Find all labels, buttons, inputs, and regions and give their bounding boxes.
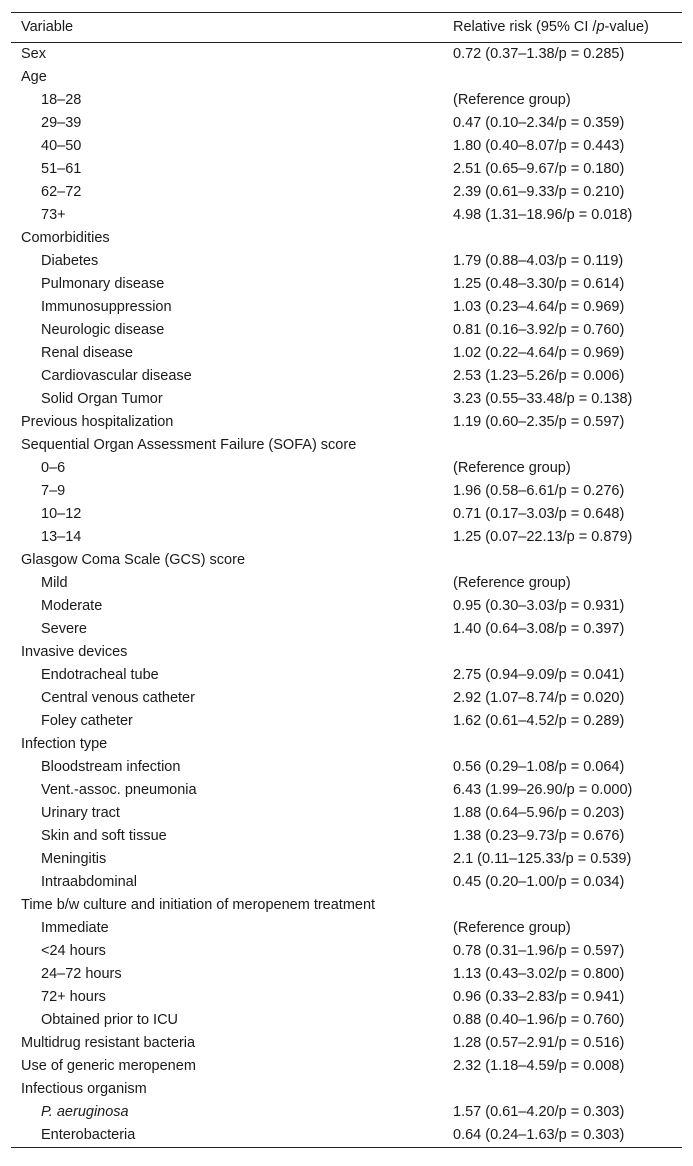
- header-variable: Variable: [11, 13, 453, 43]
- row-relative-risk-value: 2.75 (0.94–9.09/p = 0.041): [453, 667, 625, 683]
- row-relative-risk-value: 3.23 (0.55–33.48/p = 0.138): [453, 391, 633, 407]
- table-row: [11, 480, 682, 503]
- row-variable-label: Mild: [41, 575, 68, 591]
- table-row: [11, 365, 682, 388]
- header-relative-risk: [453, 13, 682, 43]
- table-row: [11, 457, 682, 480]
- row-variable-label: Infectious organism: [21, 1081, 147, 1097]
- row-variable-label: Neurologic disease: [41, 322, 165, 338]
- row-relative-risk-value: 1.13 (0.43–3.02/p = 0.800): [453, 966, 625, 982]
- table-row: [11, 342, 682, 365]
- table-row: [11, 802, 682, 825]
- table-row: [11, 434, 682, 457]
- row-variable-label: Sequential Organ Assessment Failure (SOFA) score: [21, 437, 357, 453]
- table-row: [11, 1009, 682, 1032]
- table-row: [11, 710, 682, 733]
- row-variable-label: Meningitis: [41, 851, 107, 867]
- header-rr-p: p: [596, 19, 605, 35]
- row-relative-risk-value: 2.32 (1.18–4.59/p = 0.008): [453, 1058, 625, 1074]
- row-relative-risk-value: 0.64 (0.24–1.63/p = 0.303): [453, 1124, 682, 1148]
- table-row: [11, 43, 682, 67]
- row-relative-risk-value: 0.81 (0.16–3.92/p = 0.760): [453, 322, 625, 338]
- row-variable-label: 24–72 hours: [41, 966, 122, 982]
- row-variable-label: 10–12: [41, 506, 82, 522]
- row-relative-risk-value: 0.72 (0.37–1.38/p = 0.285): [453, 46, 625, 62]
- table-row: [11, 112, 682, 135]
- row-variable-label: 7–9: [41, 483, 66, 499]
- row-variable-label: 72+ hours: [41, 989, 106, 1005]
- row-variable-label: Urinary tract: [41, 805, 120, 821]
- row-relative-risk-value: 2.92 (1.07–8.74/p = 0.020): [453, 690, 625, 706]
- table-row: [11, 1078, 682, 1101]
- row-relative-risk-value: (Reference group): [453, 92, 571, 108]
- row-relative-risk-value: (Reference group): [453, 460, 571, 476]
- table-row: [11, 66, 682, 89]
- row-variable-label: 18–28: [41, 92, 82, 108]
- row-variable-label: Infection type: [21, 736, 108, 752]
- row-relative-risk-value: [453, 66, 682, 89]
- row-relative-risk-value: 0.71 (0.17–3.03/p = 0.648): [453, 506, 625, 522]
- table-row: [11, 549, 682, 572]
- row-variable-label: Obtained prior to ICU: [41, 1012, 179, 1028]
- table-row: [11, 181, 682, 204]
- table-row: [11, 779, 682, 802]
- row-relative-risk-value: 2.53 (1.23–5.26/p = 0.006): [453, 368, 625, 384]
- row-relative-risk-value: 1.62 (0.61–4.52/p = 0.289): [453, 713, 625, 729]
- row-variable-label: Cardiovascular disease: [41, 368, 192, 384]
- table-row: [11, 411, 682, 434]
- row-variable-label: Diabetes: [41, 253, 99, 269]
- row-variable-label: Endotracheal tube: [41, 667, 159, 683]
- row-variable-label: 62–72: [41, 184, 82, 200]
- row-variable-label: Moderate: [41, 598, 103, 614]
- table-row: [11, 388, 682, 411]
- table-row: [11, 848, 682, 871]
- row-variable-label: Pulmonary disease: [41, 276, 165, 292]
- table-row: [11, 618, 682, 641]
- row-relative-risk-value: 1.25 (0.48–3.30/p = 0.614): [453, 276, 625, 292]
- row-variable-label: Intraabdominal: [41, 874, 137, 890]
- row-relative-risk-value: 2.39 (0.61–9.33/p = 0.210): [453, 184, 625, 200]
- row-relative-risk-value: 1.40 (0.64–3.08/p = 0.397): [453, 621, 625, 637]
- header-rr-prefix: Relative risk (95% CI /: [453, 19, 597, 35]
- row-relative-risk-value: 4.98 (1.31–18.96/p = 0.018): [453, 207, 633, 223]
- row-relative-risk-value: 1.25 (0.07–22.13/p = 0.879): [453, 529, 633, 545]
- row-variable-label: Previous hospitalization: [21, 414, 174, 430]
- row-variable-label: Central venous catheter: [41, 690, 195, 706]
- row-variable-label: Multidrug resistant bacteria: [21, 1035, 196, 1051]
- row-variable-label: Age: [21, 69, 47, 85]
- row-variable-label: Use of generic meropenem: [21, 1058, 196, 1074]
- table-row: [11, 503, 682, 526]
- table-row: [11, 572, 682, 595]
- table-row: [11, 894, 682, 917]
- table-row: [11, 986, 682, 1009]
- row-variable-label: Comorbidities: [21, 230, 110, 246]
- row-relative-risk-value: (Reference group): [453, 575, 571, 591]
- header-rr-suffix: -value): [604, 19, 649, 35]
- table-row: [11, 917, 682, 940]
- row-relative-risk-value: 1.28 (0.57–2.91/p = 0.516): [453, 1035, 625, 1051]
- table-row: [11, 296, 682, 319]
- row-relative-risk-value: 1.38 (0.23–9.73/p = 0.676): [453, 828, 625, 844]
- row-relative-risk-value: [453, 733, 682, 756]
- row-relative-risk-value: 1.79 (0.88–4.03/p = 0.119): [453, 253, 624, 269]
- row-variable-label: 29–39: [41, 115, 82, 131]
- table-row: [11, 940, 682, 963]
- row-relative-risk-value: 2.51 (0.65–9.67/p = 0.180): [453, 161, 625, 177]
- table-row: [11, 227, 682, 250]
- table-row: [11, 204, 682, 227]
- row-relative-risk-value: [453, 549, 682, 572]
- row-variable-label: Enterobacteria: [11, 1124, 453, 1148]
- row-variable-label: Skin and soft tissue: [41, 828, 167, 844]
- table-row: [11, 526, 682, 549]
- table-row: [11, 687, 682, 710]
- table-header-row: [11, 13, 682, 43]
- table-row: [11, 1101, 682, 1124]
- row-relative-risk-value: 1.57 (0.61–4.20/p = 0.303): [453, 1104, 625, 1120]
- table-row: [11, 1124, 682, 1148]
- row-relative-risk-value: 0.96 (0.33–2.83/p = 0.941): [453, 989, 625, 1005]
- row-variable-label: <24 hours: [41, 943, 106, 959]
- table-row: [11, 733, 682, 756]
- row-variable-label: Immunosuppression: [41, 299, 172, 315]
- table-row: [11, 89, 682, 112]
- row-relative-risk-value: 0.45 (0.20–1.00/p = 0.034): [453, 874, 625, 890]
- table-row: [11, 319, 682, 342]
- table-row: [11, 250, 682, 273]
- relative-risk-table: [11, 12, 682, 1148]
- row-relative-risk-value: 2.1 (0.11–125.33/p = 0.539): [453, 851, 632, 867]
- row-variable-label: Severe: [41, 621, 87, 637]
- row-relative-risk-value: 1.88 (0.64–5.96/p = 0.203): [453, 805, 625, 821]
- row-relative-risk-value: 0.88 (0.40–1.96/p = 0.760): [453, 1012, 625, 1028]
- row-variable-label: 73+: [41, 207, 66, 223]
- table-row: [11, 1055, 682, 1078]
- row-relative-risk-value: [453, 434, 682, 457]
- row-variable-label: 40–50: [41, 138, 82, 154]
- table-row: [11, 963, 682, 986]
- table-row: [11, 664, 682, 687]
- row-variable-label: Glasgow Coma Scale (GCS) score: [21, 552, 246, 568]
- table-row: [11, 641, 682, 664]
- row-variable-label: Renal disease: [41, 345, 133, 361]
- row-relative-risk-value: 6.43 (1.99–26.90/p = 0.000): [453, 782, 633, 798]
- row-relative-risk-value: 1.80 (0.40–8.07/p = 0.443): [453, 138, 625, 154]
- table-row: [11, 595, 682, 618]
- row-relative-risk-value: (Reference group): [453, 920, 571, 936]
- table-body: [11, 43, 682, 1148]
- row-variable-label: Time b/w culture and initiation of meropenem treatment: [21, 897, 376, 913]
- table-row: [11, 135, 682, 158]
- row-variable-label: 51–61: [41, 161, 82, 177]
- row-variable-label: Sex: [21, 46, 46, 62]
- row-relative-risk-value: 1.96 (0.58–6.61/p = 0.276): [453, 483, 625, 499]
- row-variable-label: 0–6: [41, 460, 66, 476]
- row-relative-risk-value: 1.03 (0.23–4.64/p = 0.969): [453, 299, 625, 315]
- table-row: [11, 1032, 682, 1055]
- relative-risk-table-container: [11, 12, 682, 1148]
- row-variable-label: Bloodstream infection: [41, 759, 181, 775]
- row-relative-risk-value: [453, 227, 682, 250]
- row-relative-risk-value: [453, 641, 682, 664]
- row-variable-label: Vent.-assoc. pneumonia: [41, 782, 197, 798]
- row-relative-risk-value: [453, 894, 682, 917]
- row-relative-risk-value: 1.02 (0.22–4.64/p = 0.969): [453, 345, 625, 361]
- table-row: [11, 825, 682, 848]
- row-variable-label: Foley catheter: [41, 713, 133, 729]
- row-variable-label: Solid Organ Tumor: [41, 391, 163, 407]
- table-row: [11, 871, 682, 894]
- row-relative-risk-value: 1.19 (0.60–2.35/p = 0.597): [453, 414, 625, 430]
- row-relative-risk-value: 0.47 (0.10–2.34/p = 0.359): [453, 115, 625, 131]
- row-relative-risk-value: 0.78 (0.31–1.96/p = 0.597): [453, 943, 625, 959]
- row-variable-label: 13–14: [41, 529, 82, 545]
- row-variable-label: Invasive devices: [21, 644, 128, 660]
- table-row: [11, 158, 682, 181]
- table-row: [11, 273, 682, 296]
- row-relative-risk-value: 0.95 (0.30–3.03/p = 0.931): [453, 598, 625, 614]
- row-relative-risk-value: [453, 1078, 682, 1101]
- table-row: [11, 756, 682, 779]
- row-variable-label: P. aeruginosa: [41, 1104, 129, 1120]
- row-relative-risk-value: 0.56 (0.29–1.08/p = 0.064): [453, 759, 625, 775]
- row-variable-label: Immediate: [41, 920, 109, 936]
